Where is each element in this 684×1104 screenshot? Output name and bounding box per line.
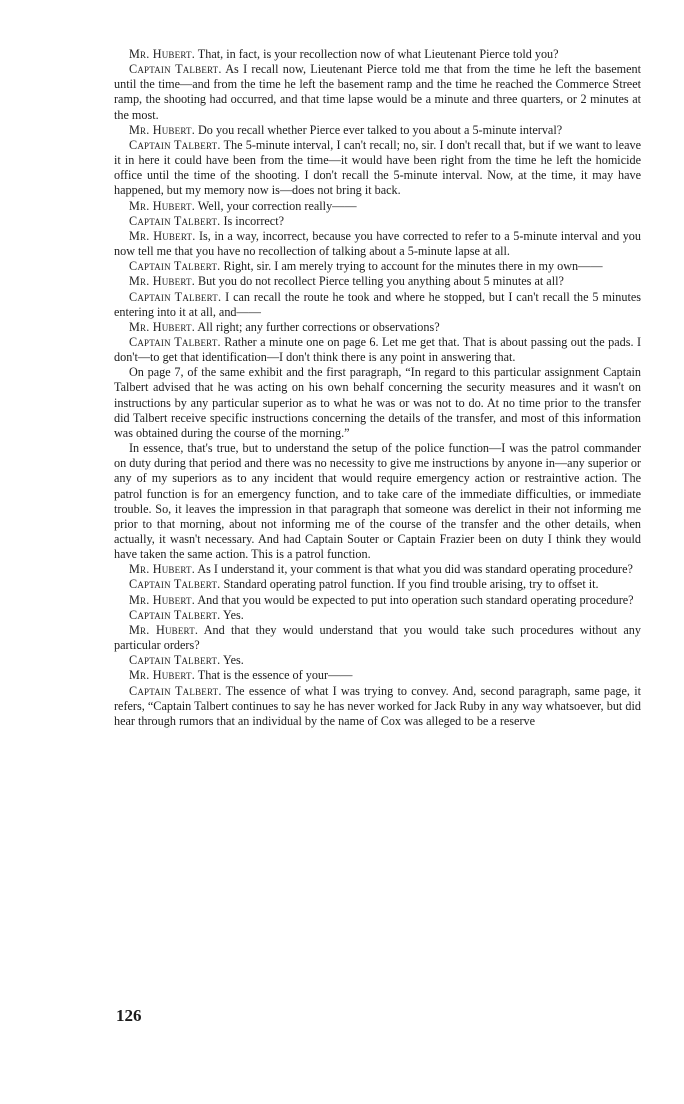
paragraph-text: In essence, that's true, but to understand the setup of the police function—I was the patrol commander on duty during that period and there was no necessity to give me instructions by anyone in—any superior or any of my superiors as to any incident that would require emergency action or restraintive action. The patrol function is for an emergency function, and to take care of the immediate difficulties, or immediate trouble. So, it leaves the impression in that paragraph that someone was derelict in their not informing me prior to that morning, about not informing me of the course of the transfer and the other details, when actually, it wasn't necessary. And had Captain Souter or Captain Frazier been on duty I think they would have taken the same action. This is a patrol function. <box>114 441 641 562</box>
speaker-label: Captain Talbert. <box>129 62 222 77</box>
paragraph-text: On page 7, of the same exhibit and the first paragraph, “In regard to this particular assignment Captain Talbert advised that he was acting on his own behalf concerning the security measures and it wasn't on instructions by any particular superior as to what he was or was not to do. At no time prior to the transfer did Talbert receive specific instructions concerning the details of the transfer, and most of this information was obtained during the course of the morning.” <box>114 365 641 440</box>
transcript-paragraph <box>114 290 641 320</box>
transcript-paragraph <box>114 47 641 62</box>
speaker-label: Mr. Hubert. <box>129 622 199 637</box>
paragraph-text: Rather a minute one on page 6. Let me get that. That is about passing out the pads. I don't—to get that identification—I don't think there is any point in answering that. <box>114 334 641 365</box>
paragraph-text: As I recall now, Lieutenant Pierce told me that from the time he left the basement until the time—and from the time he left the basement ramp and the time he reached the Commerce Street ramp, the shooting had occurred, and that time lapse would be a minute and three quarters, or 2 minutes at the most. <box>114 62 642 122</box>
paragraph-text: I can recall the route he took and where he stopped, but I can't recall the 5 minutes entering into it at all, and—— <box>114 289 641 319</box>
paragraph-text: Right, sir. I am merely trying to account for the minutes there in my own—— <box>223 259 603 274</box>
paragraph-text: But you do not recollect Pierce telling you anything about 5 minutes at all? <box>198 274 564 289</box>
transcript-paragraph <box>114 577 641 592</box>
transcript-paragraph <box>114 365 641 441</box>
paragraph-text: And that they would understand that you would take such procedures without any particular orders? <box>114 622 641 653</box>
speaker-label: Captain Talbert. <box>129 289 222 304</box>
transcript-paragraph <box>114 562 641 577</box>
paragraph-text: Yes. <box>223 607 244 622</box>
transcript-paragraph <box>114 214 641 229</box>
transcript-paragraph <box>114 608 641 623</box>
speaker-label: Mr. Hubert. <box>129 319 195 334</box>
paragraph-text: Well, your correction really—— <box>197 198 357 213</box>
speaker-label: Captain Talbert. <box>129 653 221 668</box>
transcript-paragraph <box>114 668 641 683</box>
speaker-label: Captain Talbert. <box>129 577 221 592</box>
transcript-page <box>114 47 641 729</box>
speaker-label: Mr. Hubert. <box>129 47 195 61</box>
transcript-paragraph <box>114 199 641 214</box>
transcript-body <box>114 47 641 729</box>
paragraph-text: Standard operating patrol function. If you find trouble arising, try to offset it. <box>223 577 599 592</box>
paragraph-text: All right; any further corrections or observations? <box>197 319 440 334</box>
page-number: 126 <box>116 1006 142 1025</box>
transcript-paragraph <box>114 441 641 562</box>
speaker-label: Mr. Hubert. <box>129 668 195 683</box>
speaker-label: Mr. Hubert. <box>129 274 195 289</box>
speaker-label: Mr. Hubert. <box>129 198 195 213</box>
transcript-paragraph <box>114 320 641 335</box>
transcript-paragraph <box>114 274 641 289</box>
transcript-paragraph <box>114 335 641 365</box>
paragraph-text: Is incorrect? <box>223 213 285 228</box>
paragraph-text: The essence of what I was trying to convey. And, second paragraph, same page, it refers, “Captain Talbert continues to say he has never worked for Jack Ruby in any way whatsoever, but did hear through rumors that an individual by the name of Cox was alleged to be a reserve <box>114 683 641 728</box>
paragraph-text: As I understand it, your comment is that what you did was standard operating procedure? <box>197 562 633 577</box>
paragraph-text: The 5-minute interval, I can't recall; no, sir. I don't recall that, but if we want to leave it in here it could have been from the time—it would have been right from the time he left the homicide office until the time of the shooting. I don't recall the 5-minute interval. Now, at the time, it may have happened, but my memory now is—does not bring it back. <box>114 137 641 198</box>
speaker-label: Captain Talbert. <box>129 259 221 274</box>
transcript-paragraph <box>114 259 641 274</box>
paragraph-text: Is, in a way, incorrect, because you have corrected to refer to a 5-minute interval and you now tell me that you have no recollection of talking about a 5-minute lapse at all. <box>114 228 641 259</box>
speaker-label: Mr. Hubert. <box>129 122 195 137</box>
speaker-label: Captain Talbert. <box>129 334 221 349</box>
transcript-paragraph <box>114 62 641 123</box>
transcript-paragraph <box>114 138 641 199</box>
paragraph-text: That, in fact, is your recollection now of what Lieutenant Pierce told you? <box>197 47 559 61</box>
transcript-paragraph <box>114 593 641 608</box>
transcript-paragraph <box>114 684 641 729</box>
transcript-paragraph <box>114 229 641 259</box>
speaker-label: Mr. Hubert. <box>129 592 195 607</box>
paragraph-text: Do you recall whether Pierce ever talked to you about a 5-minute interval? <box>198 122 563 137</box>
paragraph-text: Yes. <box>223 653 244 668</box>
speaker-label: Captain Talbert. <box>129 683 222 698</box>
paragraph-text: And that you would be expected to put into operation such standard operating procedure? <box>197 592 634 607</box>
speaker-label: Captain Talbert. <box>129 213 221 228</box>
speaker-label: Mr. Hubert. <box>129 562 195 577</box>
speaker-label: Mr. Hubert. <box>129 228 196 243</box>
speaker-label: Captain Talbert. <box>129 607 221 622</box>
transcript-paragraph <box>114 653 641 668</box>
transcript-paragraph <box>114 623 641 653</box>
paragraph-text: That is the essence of your—— <box>197 668 353 683</box>
speaker-label: Captain Talbert. <box>129 137 221 152</box>
transcript-paragraph <box>114 123 641 138</box>
